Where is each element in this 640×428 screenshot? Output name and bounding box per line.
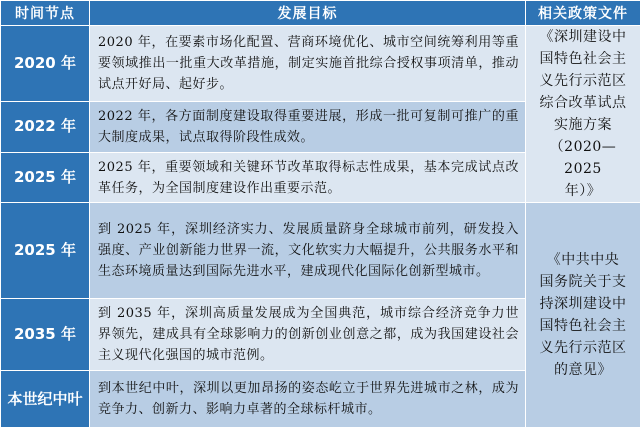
- policy-line: 实施方案: [536, 114, 630, 136]
- policy-line: 持深圳建设中: [536, 293, 630, 315]
- year-cell: 2025 年: [1, 203, 90, 299]
- table-row: [1, 203, 640, 299]
- goal-cell: 2025 年，重要领域和关键环节改革取得标志性成果，基本完成试点改革任务，为全国制度建设作出重要示范。: [90, 153, 526, 203]
- goal-cell: 到本世纪中叶，深圳以更加昂扬的姿态屹立于世界先进城市之林，成为竞争力、创新力、影响力卓著的全球标杆城市。: [90, 371, 526, 428]
- table-row: [1, 26, 640, 102]
- year-cell: 2025 年: [1, 153, 90, 203]
- header-time-node: 时间节点: [1, 1, 90, 26]
- policy-line: （2020—2025: [536, 136, 630, 180]
- year-cell: 2022 年: [1, 101, 90, 153]
- policy-line: 《中共中央: [536, 249, 630, 271]
- policy-line: 年）》: [536, 180, 630, 202]
- policy-line: 国特色社会主: [536, 315, 630, 337]
- policy-line: 国务院关于支: [536, 271, 630, 293]
- goal-cell: 2022 年，各方面制度建设取得重要进展，形成一批可复制可推广的重大制度成果，试点取得阶段性成效。: [90, 101, 526, 153]
- policy-line: 《深圳建设中: [536, 26, 630, 48]
- goal-cell: 2020 年，在要素市场化配置、营商环境优化、城市空间统筹利用等重要领域推出一批重大改革措施，制定实施首批综合授权事项清单，推动试点开好局、起好步。: [90, 26, 526, 102]
- header-row: [1, 1, 640, 26]
- policy-line: 国特色社会主: [536, 48, 630, 70]
- policy-line: 综合改革试点: [536, 92, 630, 114]
- year-cell: 本世纪中叶: [1, 371, 90, 428]
- policy-cell: [526, 203, 640, 428]
- goal-cell: 到 2025 年，深圳经济实力、发展质量跻身全球城市前列，研发投入强度、产业创新能力世界一流，文化软实力大幅提升，公共服务水平和生态环境质量达到国际先进水平，建成现代化国际化创新型城市。: [90, 203, 526, 299]
- header-related-policy: 相关政策文件: [526, 1, 640, 26]
- goal-cell: 到 2035 年，深圳高质量发展成为全国典范，城市综合经济竞争力世界领先，建成具有全球影响力的创新创业创意之都，成为我国建设社会主义现代化强国的城市范例。: [90, 299, 526, 371]
- year-cell: 2035 年: [1, 299, 90, 371]
- policy-line: 义先行示范区: [536, 337, 630, 359]
- year-cell: 2020 年: [1, 26, 90, 102]
- policy-line: 义先行示范区: [536, 70, 630, 92]
- policy-line: 的意见》: [536, 359, 630, 381]
- policy-cell: [526, 26, 640, 203]
- header-development-goal: 发展目标: [90, 1, 526, 26]
